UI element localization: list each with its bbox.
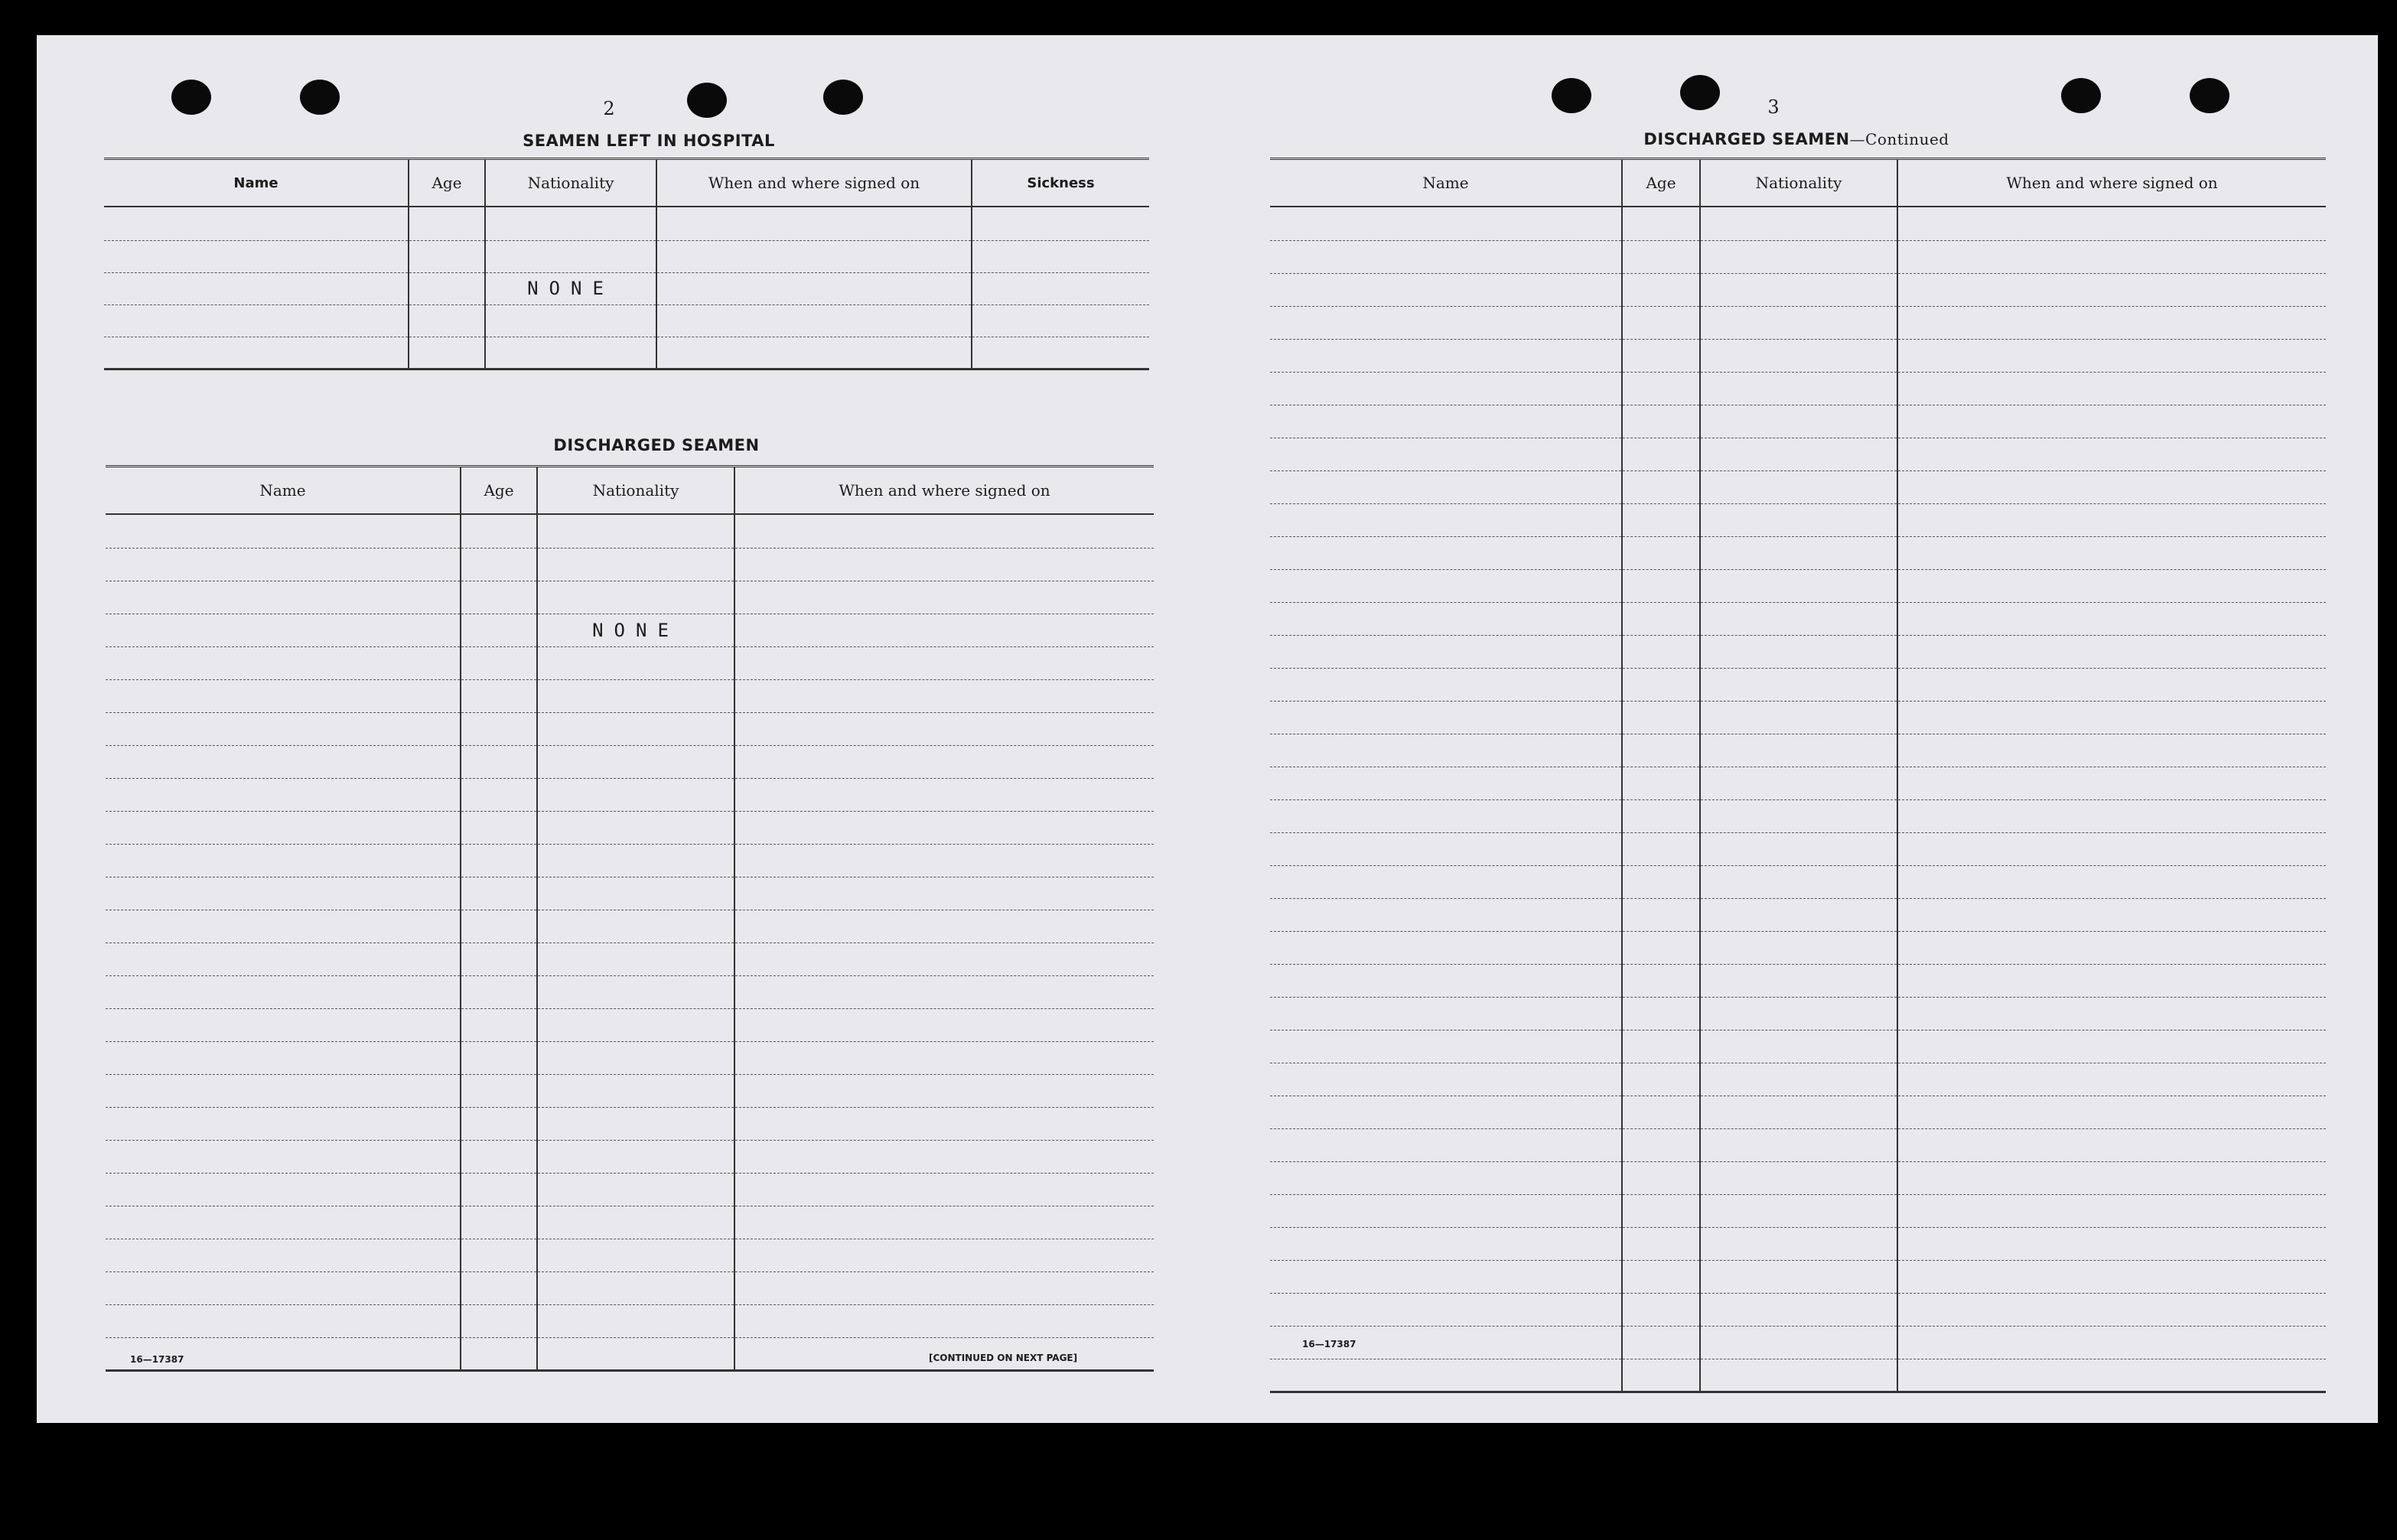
table-row xyxy=(106,745,1154,778)
table-row xyxy=(1270,372,2326,405)
punch-hole xyxy=(823,80,863,115)
table-row xyxy=(106,910,1154,943)
table-row xyxy=(1270,964,2326,997)
table-row xyxy=(1270,898,2326,931)
punch-hole xyxy=(2061,78,2101,113)
discharged-continued-title-main: DISCHARGED SEAMEN xyxy=(1643,130,1850,148)
column-header-age: Age xyxy=(461,467,537,515)
table-row xyxy=(1270,273,2326,306)
table-row xyxy=(104,337,1149,369)
table-row xyxy=(1270,240,2326,273)
table-row xyxy=(106,712,1154,745)
table-row xyxy=(106,1304,1154,1337)
table-row xyxy=(1270,1359,2326,1392)
discharged-table xyxy=(106,465,1154,1372)
table-row xyxy=(106,1107,1154,1140)
column-header-signed-on: When and where signed on xyxy=(1897,159,2326,207)
punch-hole xyxy=(300,80,340,115)
continued-note: [CONTINUED ON NEXT PAGE] xyxy=(929,1353,1078,1363)
table-row xyxy=(106,581,1154,614)
table-row xyxy=(106,1074,1154,1107)
form-code-right: 16—17387 xyxy=(1302,1339,1356,1350)
table-row xyxy=(1270,405,2326,438)
table-row xyxy=(1270,1096,2326,1128)
table-row xyxy=(1270,799,2326,832)
hospital-table xyxy=(104,158,1149,370)
table-row xyxy=(106,1140,1154,1173)
table-row xyxy=(106,1173,1154,1206)
table-row xyxy=(1270,536,2326,569)
column-header-nationality: Nationality xyxy=(1700,159,1897,207)
table-row xyxy=(1270,207,2326,240)
column-header-age: Age xyxy=(409,159,485,207)
table-row xyxy=(1270,569,2326,602)
punch-hole xyxy=(2190,78,2229,113)
page-number-left: 2 xyxy=(603,98,615,119)
table-row xyxy=(106,844,1154,877)
table-row xyxy=(1270,734,2326,767)
column-header-name: Name xyxy=(104,159,409,207)
discharged-continued-title-suffix: —Continued xyxy=(1849,130,1949,148)
table-row xyxy=(1270,865,2326,898)
table-row xyxy=(1270,306,2326,339)
column-header-name: Name xyxy=(1270,159,1622,207)
column-header-nationality: Nationality xyxy=(537,467,734,515)
punch-hole xyxy=(171,80,211,115)
table-row xyxy=(106,943,1154,975)
table-row xyxy=(106,1008,1154,1041)
table-row xyxy=(106,679,1154,712)
table-row xyxy=(104,272,1149,304)
hospital-section-title: SEAMEN LEFT IN HOSPITAL xyxy=(523,132,775,150)
column-header-signed-on: When and where signed on xyxy=(656,159,972,207)
table-row xyxy=(1270,832,2326,865)
table-row xyxy=(1270,1260,2326,1293)
table-row xyxy=(1270,339,2326,372)
page-number-right: 3 xyxy=(1767,96,1780,118)
punch-hole xyxy=(1552,78,1591,113)
table-row xyxy=(106,811,1154,844)
column-header-signed-on: When and where signed on xyxy=(734,467,1154,515)
manifest-sheet xyxy=(37,35,2378,1423)
table-row xyxy=(1270,1161,2326,1194)
table-row xyxy=(1270,470,2326,503)
table-row xyxy=(1270,668,2326,701)
discharged-section-title: DISCHARGED SEAMEN xyxy=(553,436,760,454)
table-row xyxy=(106,877,1154,910)
table-row xyxy=(106,514,1154,548)
discharged-none-entry: NONE xyxy=(537,614,734,646)
column-header-age: Age xyxy=(1622,159,1700,207)
table-row xyxy=(1270,1030,2326,1063)
table-row xyxy=(106,1239,1154,1271)
table-row xyxy=(1270,997,2326,1030)
table-row xyxy=(1270,503,2326,536)
table-row xyxy=(1270,438,2326,470)
table-row xyxy=(106,1271,1154,1304)
table-row xyxy=(106,1041,1154,1074)
table-row xyxy=(1270,635,2326,668)
table-row xyxy=(1270,767,2326,799)
discharged-continued-table xyxy=(1270,158,2326,1393)
table-row xyxy=(1270,701,2326,734)
discharged-continued-title xyxy=(1544,130,2049,148)
table-row xyxy=(1270,1293,2326,1326)
column-header-nationality: Nationality xyxy=(485,159,656,207)
table-row xyxy=(106,975,1154,1008)
column-header-sickness: Sickness xyxy=(972,159,1149,207)
table-row xyxy=(106,778,1154,811)
table-row xyxy=(106,1206,1154,1239)
punch-hole xyxy=(687,83,727,118)
table-row xyxy=(106,548,1154,581)
table-row xyxy=(104,207,1149,240)
table-row xyxy=(1270,1063,2326,1096)
table-row xyxy=(106,646,1154,679)
table-row xyxy=(1270,1128,2326,1161)
table-row xyxy=(1270,1326,2326,1359)
table-row xyxy=(1270,1227,2326,1260)
table-row xyxy=(1270,1194,2326,1227)
column-header-name: Name xyxy=(106,467,461,515)
table-row xyxy=(104,240,1149,272)
table-row xyxy=(106,614,1154,646)
form-code-left: 16—17387 xyxy=(130,1354,184,1365)
hospital-none-entry: NONE xyxy=(485,272,656,304)
punch-hole xyxy=(1680,75,1720,110)
table-row xyxy=(104,304,1149,337)
table-row xyxy=(1270,602,2326,635)
table-row xyxy=(1270,931,2326,964)
